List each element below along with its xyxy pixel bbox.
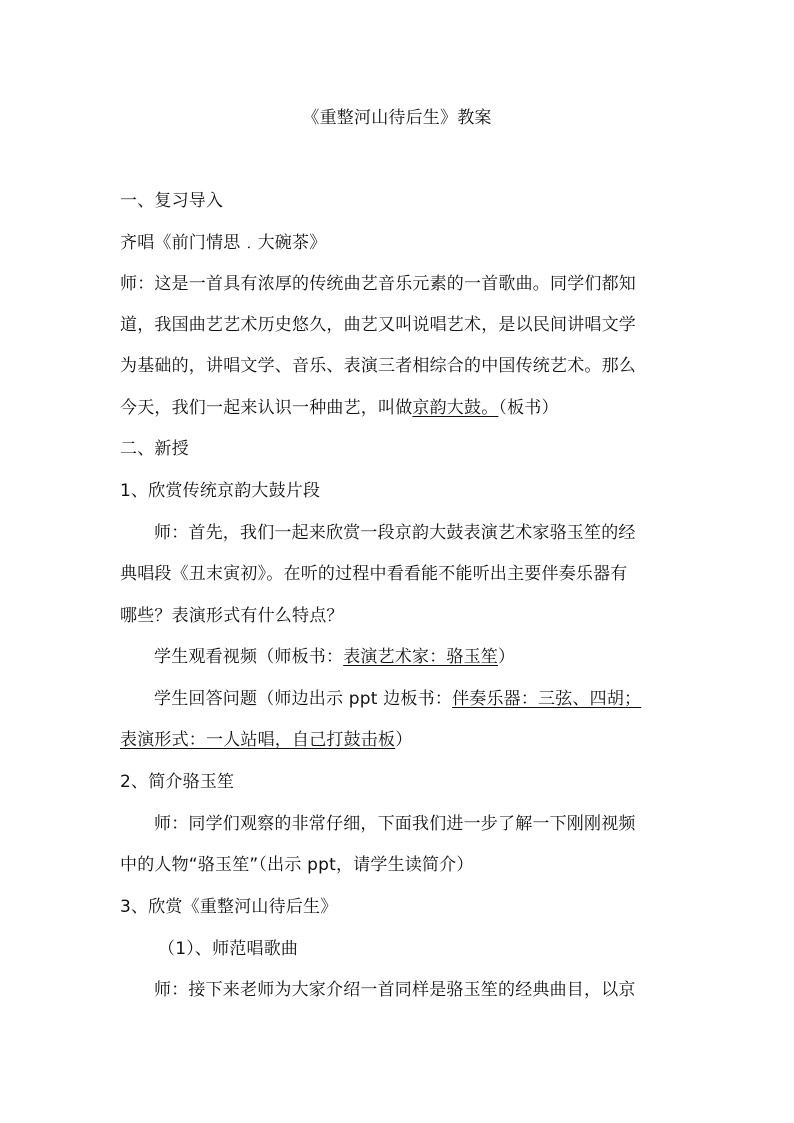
line-text: 一、复习导入 — [120, 191, 224, 211]
paragraph-line — [154, 979, 636, 1001]
line-text: 学生观看视频（师板书： — [154, 647, 344, 667]
line-text: 今天，我们一起来认识一种曲艺，叫做 — [120, 398, 413, 418]
line-text: 为基础的，讲唱文学、音乐、表演三者相综合的中国传统艺术。那么 — [120, 356, 636, 376]
line-text: （1）、师范唱歌曲 — [158, 939, 299, 959]
underlined-text: 表演形式：一人站唱，自己打鼓击板 — [120, 730, 396, 750]
line-text: 师：首先，我们一起来欣赏一段京韵大鼓表演艺术家骆玉笙的经 — [154, 523, 636, 543]
section-heading-review — [120, 190, 223, 212]
subsection-heading — [120, 771, 234, 793]
line-text: 典唱段《丑末寅初》。在听的过程中看看能不能听出主要伴奏乐器有 — [120, 564, 628, 584]
line-text: （板书） — [498, 398, 559, 418]
line-text: 齐唱《前门情思﹒大碗茶》 — [120, 233, 327, 253]
subsection-heading — [120, 896, 337, 918]
paragraph-line — [120, 729, 412, 751]
line-text: 师：同学们观察的非常仔细，下面我们进一步了解一下刚刚视频 — [154, 814, 636, 834]
paragraph-line — [154, 646, 515, 668]
line-text: ） — [498, 647, 516, 667]
section-heading-new — [120, 438, 189, 460]
paragraph-line — [120, 314, 636, 336]
paragraph-line — [120, 563, 628, 585]
line-text: 师：这是一首具有浓厚的传统曲艺音乐元素的一首歌曲。同学们都知 — [120, 274, 636, 294]
underlined-text: 京韵大鼓。 — [412, 398, 499, 418]
line-text: 哪些？表演形式有什么特点？ — [120, 606, 344, 626]
line-text: 师：接下来老师为大家介绍一首同样是骆玉笙的经典曲目，以京 — [154, 980, 636, 1000]
paragraph-line — [120, 232, 326, 254]
subsection-heading — [120, 480, 320, 502]
line-text: 学生回答问题（师边出示 ppt 边板书： — [154, 689, 453, 709]
paragraph-line — [120, 273, 636, 295]
paragraph-line — [154, 688, 641, 710]
document-title: 《重整河山待后生》教案 — [302, 108, 492, 128]
paragraph-line — [154, 522, 636, 544]
paragraph-line — [120, 854, 474, 876]
paragraph-line — [154, 813, 636, 835]
line-text: 道，我国曲艺艺术历史悠久，曲艺又叫说唱艺术，是以民间讲唱文学 — [120, 315, 636, 335]
line-text: 3、欣赏《重整河山待后生》 — [120, 897, 338, 917]
line-text: 中的人物“骆玉笙”（出示 ppt，请学生读简介） — [120, 855, 474, 875]
underlined-text: 表演艺术家：骆玉笙 — [343, 647, 499, 667]
line-text: ） — [395, 730, 413, 750]
line-text: 二、新授 — [120, 439, 189, 459]
sub-item-heading — [158, 938, 298, 960]
paragraph-line — [120, 397, 559, 419]
paragraph-line — [120, 355, 636, 377]
line-text: 2、简介骆玉笙 — [120, 772, 235, 792]
paragraph-line — [120, 605, 344, 627]
line-text: 1、欣赏传统京韵大鼓片段 — [120, 481, 321, 501]
underlined-text: 伴奏乐器：三弦、四胡； — [452, 689, 642, 709]
